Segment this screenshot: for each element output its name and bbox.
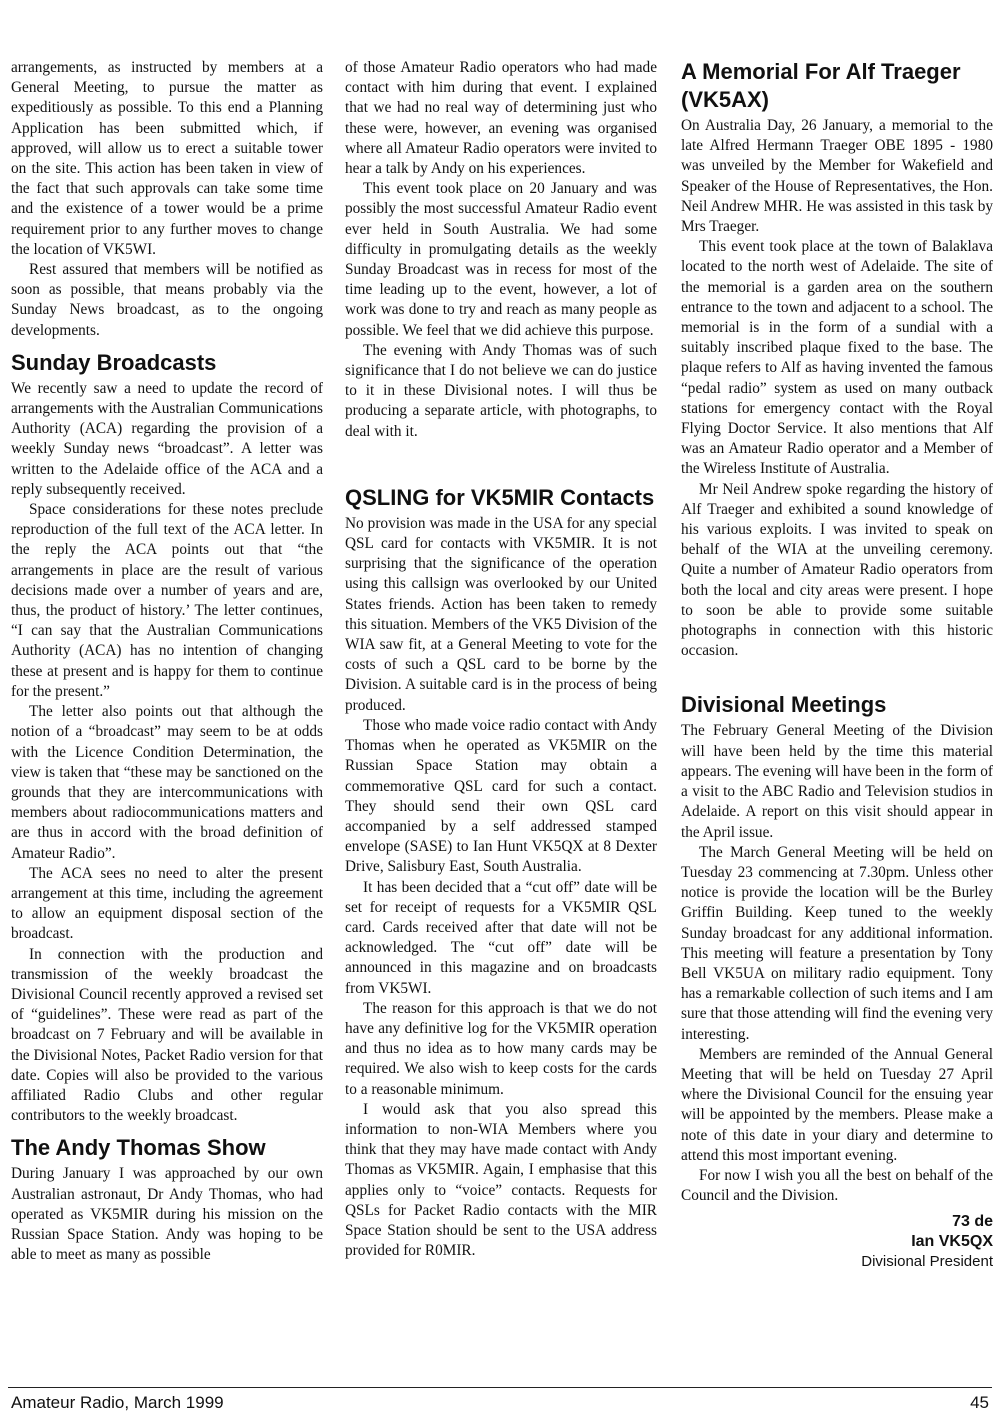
paragraph: This event took place on 20 January and was possibly the most successful Amateur Radio event ever held in South Australia. We had some difficulty in promulgating details as the weekly Sunday Broadcast was in recess for most of the time leading up to the event, however, a lot of work was done to try and reach as many people as possible. We feel that we did achieve this purpose.: [345, 180, 657, 339]
paragraph: In connection with the production and transmission of the weekly broadcast the Divisional Council recently approved a revised set of “guidelines”. These were read as part of the broadcast on 7 February and will be available in the Divisional Notes, Packet Radio version for that date. Copies will also be provided to the various affiliated Radio Clubs and other regular contributors to the weekly broadcast.: [11, 945, 323, 1125]
signoff-name: Ian VK5QX: [911, 1233, 993, 1251]
heading-andy-thomas-show: The Andy Thomas Show: [11, 1135, 266, 1161]
paragraph: Mr Neil Andrew spoke regarding the history of Alf Traeger and exhibited a sound knowledge of his various exploits. I was invited to speak on behalf of the WIA at the unveiling ceremony. Quite a number of Amateur Radio operators from both the local and city areas were present. I hope to soon be able to provide some suitable photographs in connection with this historic occasion.: [681, 480, 993, 660]
paragraph: Those who made voice radio contact with Andy Thomas when he operated as VK5MIR on the Russian Space Station may obtain a commemorative QSL card for such a contact. They should send their own QSL card accompanied by a self addressed stamped envelope (SASE) to Ian Hunt VK5QX at 8 Dexter Drive, Salisbury East, South Australia.: [345, 716, 657, 876]
paragraph: The ACA sees no need to alter the present arrangement at this time, including the agreement to allow an equipment disposal section of the broadcast.: [11, 864, 323, 943]
paragraph: arrangements, as instructed by members at a General Meeting, to pursue the matter as expeditiously as possible. To this end a Planning Application has been submitted which, if approved, will allow us to erect a suitable tower on the site. This action has been taken in view of the fact that such approvals can take some time and the existence of a tower would be a prime requirement prior to any further moves to change the location of VK5WI.: [11, 59, 323, 258]
paragraph: It has been decided that a “cut off” date will be set for receipt of requests for a VK5MIR QSL card. Cards received after that date will not be acknowledged. The “cut off” date will be announced in this magazine and on broadcasts from VK5WI.: [345, 878, 657, 997]
column-middle: [345, 58, 657, 1261]
paragraph: The letter also points out that although the notion of a “broadcast” may seem to be at odds with the Licence Condition Determination, the view is taken that “these may be sanctioned on the grounds that they are intercommunications with members about radiocommunications matters and are thus in accord with the broad definition of Amateur Radio”.: [11, 703, 323, 862]
paragraph: For now I wish you all the best on behalf of the Council and the Division.: [681, 1166, 993, 1205]
paragraph: We recently saw a need to update the record of arrangements with the Australian Communications Authority (ACA) regarding the provision of a weekly Sunday news “broadcast”. A letter was written to the Adelaide office of the ACA and a reply subsequently received.: [11, 379, 323, 498]
paragraph: This event took place at the town of Balaklava located to the north west of Adelaide. The site of the memorial is a garden area on the southern entrance to the town and adjacent to a school. The memorial is in the form of a sundial with a suitably inscribed plaque fixed to the base. The plaque refers to Alf as having invented the famous “pedal radio” system as used on many outback stations for emergency contact with the Royal Flying Doctor Service. It also mentions that Alf was an Amateur Radio operator and a Member of the Wireless Institute of Australia.: [681, 238, 993, 478]
footer-publication: Amateur Radio, March 1999: [11, 1393, 224, 1412]
heading-divisional-meetings: Divisional Meetings: [681, 692, 887, 718]
paragraph: of those Amateur Radio operators who had made contact with him during that event. I explained that we had no real way of determining just who these were, however, an evening was organised where all Amateur Radio operators were invited to hear a talk by Andy on his experiences.: [345, 59, 657, 178]
heading-qsling: QSLING for VK5MIR Contacts: [345, 484, 655, 510]
heading-sunday-broadcasts: Sunday Broadcasts: [11, 349, 217, 375]
paragraph: The March General Meeting will be held on Tuesday 23 commencing at 7.30pm. Unless other notice is provide the location will be the Burley Griffin Building. Keep tuned to the weekly Sunday broadcast for any additional information. This meeting will feature a presentation by Tony Bell VK5UA on military radio equipment. Tony has a remarkable collection of such items and I am sure that those attending will find the evening very interesting.: [681, 843, 993, 1043]
paragraph: No provision was made in the USA for any special QSL card for contacts with VK5MIR. It is not surprising that the significance of the operation using this callsign was overlooked by our United States friends. Action has been taken to remedy this situation. Members of the VK5 Division of the WIA saw fit, at a General Meeting to vote for the costs of such a QSL card to be borne by the Division. A suitable card is in the process of being produced.: [345, 514, 658, 714]
paragraph: The evening with Andy Thomas was of such significance that I do not believe we can do justice to it in these Divisional notes. I will thus be producing a separate article, with photographs, to deal with it.: [345, 341, 657, 440]
signoff-greeting: 73 de: [952, 1213, 993, 1231]
heading-memorial: A Memorial For Alf Traeger (VK5AX): [681, 59, 961, 112]
paragraph: Rest assured that members will be notified as soon as possible, that means probably via the Sunday News broadcast, as to the ongoing developments.: [11, 261, 323, 339]
footer-divider: [8, 1387, 992, 1388]
paragraph: On Australia Day, 26 January, a memorial to the late Alfred Hermann Traeger OBE 1895 - 1980 was unveiled by the Member for Wakefield and Speaker of the House of Representatives, the Hon. Neil Andrew MHR. He was assisted in this task by Mrs Traeger.: [681, 117, 993, 236]
page-number: 45: [970, 1393, 989, 1412]
column-left: [11, 58, 323, 1265]
paragraph: During January I was approached by our own Australian astronaut, Dr Andy Thomas, who had operated as VK5MIR during his mission on the Russian Space Station. Andy was hoping to be able to meet as many as possible: [11, 1165, 323, 1264]
signoff: [681, 1212, 993, 1272]
paragraph: The reason for this approach is that we do not have any definitive log for the VK5MIR operation and thus no idea as to how many cards may be required. We also wish to keep costs for the cards to a reasonable minimum.: [345, 999, 657, 1098]
column-right: [681, 58, 993, 1272]
paragraph: The February General Meeting of the Division will have been held by the time this material appears. The evening will have been in the form of a visit to the ABC Radio and Television studios in Adelaide. A report on this visit should appear in the April issue.: [681, 722, 993, 841]
signoff-title: Divisional President: [861, 1253, 993, 1271]
paragraph: Members are reminded of the Annual General Meeting that will be held on Tuesday 27 April where the Divisional Council for the ensuing year will be appointed by the members. Please make a note of this date in your diary and determine to attend this most important evening.: [681, 1045, 993, 1164]
paragraph: I would ask that you also spread this information to non-WIA Members where you think that they may have made contact with Andy Thomas as VK5MIR. Again, I emphasise that this applies only to “voice” contacts. Requests for QSLs for Packet Radio contacts with the MIR Space Station should be sent to the USA address provided for R0MIR.: [345, 1100, 657, 1260]
paragraph: Space considerations for these notes preclude reproduction of the full text of the ACA letter. In the reply the ACA points out that “the arrangements in place are the result of various decisions made over a number of years and are, thus, the product of history.’ The letter continues, “I can say that the Australian Communications Authority (ACA) has no intention of changing these at present and is happy for them to continue for the present.”: [11, 501, 323, 700]
